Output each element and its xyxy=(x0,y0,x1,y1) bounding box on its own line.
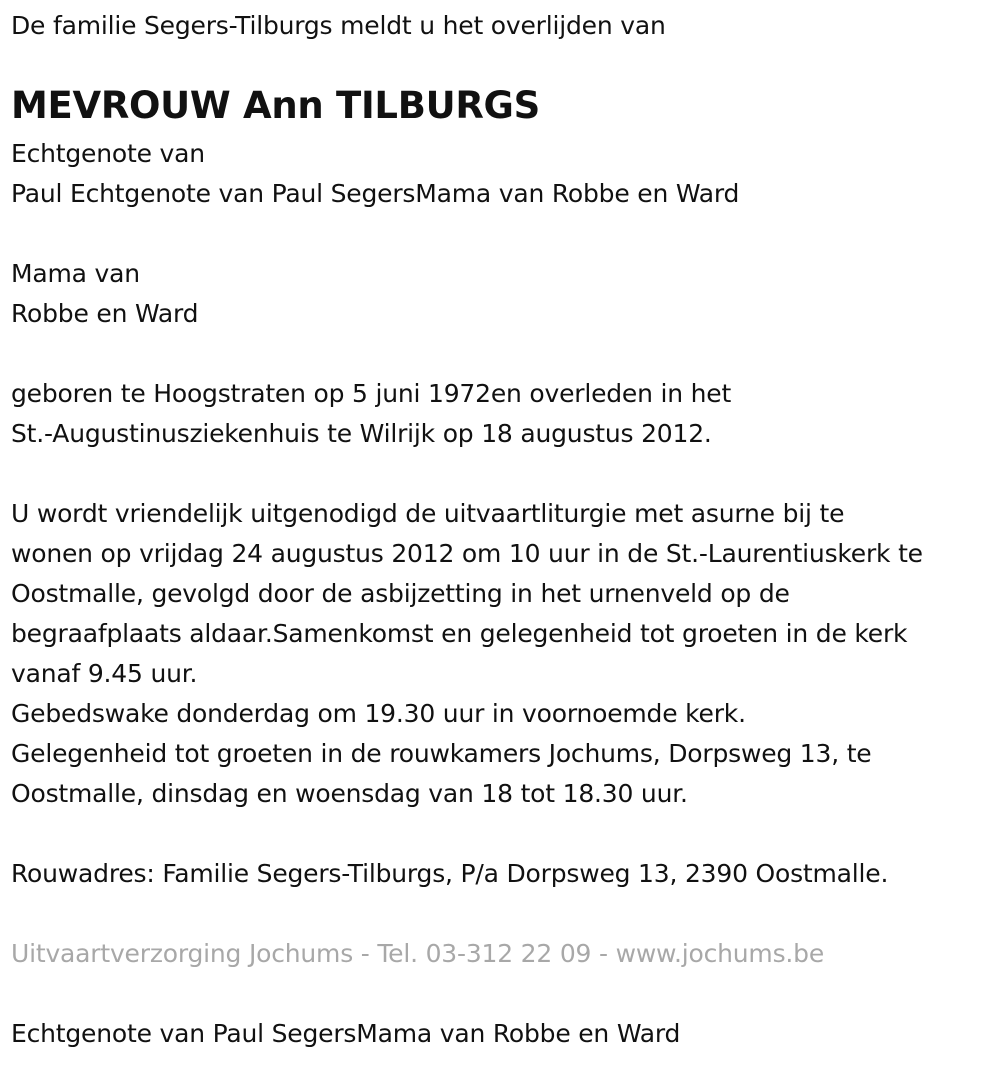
ceremony-line: begraafplaats aldaar.Samenkomst en gelegenheid tot groeten in de kerk xyxy=(11,619,908,648)
birth-death-line-2: St.-Augustinusziekenhuis te Wilrijk op 18 augustus 2012. xyxy=(11,419,712,448)
mourning-address: Rouwadres: Familie Segers-Tilburgs, P/a Dorpsweg 13, 2390 Oostmalle. xyxy=(11,859,889,888)
prayer-vigil-line: Gebedswake donderdag om 19.30 uur in voornoemde kerk. xyxy=(11,699,746,728)
birth-death-line-1: geboren te Hoogstraten op 5 juni 1972en overleden in het xyxy=(11,379,732,408)
footer-text: Echtgenote van Paul SegersMama van Robbe en Ward xyxy=(11,1019,681,1048)
intro-text: De familie Segers-Tilburgs meldt u het overlijden van xyxy=(11,11,666,40)
spouse-text: Paul Echtgenote van Paul SegersMama van Robbe en Ward xyxy=(11,179,740,208)
ceremony-line: Oostmalle, gevolgd door de asbijzetting in het urnenveld op de xyxy=(11,579,790,608)
ceremony-line: U wordt vriendelijk uitgenodigd de uitvaartliturgie met asurne bij te xyxy=(11,499,845,528)
children-label: Mama van xyxy=(11,259,140,288)
funeral-home-info: Uitvaartverzorging Jochums - Tel. 03-312 22 09 - www.jochums.be xyxy=(11,939,825,968)
visitation-line: Oostmalle, dinsdag en woensdag van 18 tot 18.30 uur. xyxy=(11,779,688,808)
spouse-label: Echtgenote van xyxy=(11,139,205,168)
visitation-line: Gelegenheid tot groeten in de rouwkamers Jochums, Dorpsweg 13, te xyxy=(11,739,872,768)
children-names: Robbe en Ward xyxy=(11,299,199,328)
ceremony-line: wonen op vrijdag 24 augustus 2012 om 10 uur in de St.-Laurentiuskerk te xyxy=(11,539,923,568)
deceased-name: MEVROUW Ann TILBURGS xyxy=(11,84,540,127)
ceremony-line: vanaf 9.45 uur. xyxy=(11,659,198,688)
